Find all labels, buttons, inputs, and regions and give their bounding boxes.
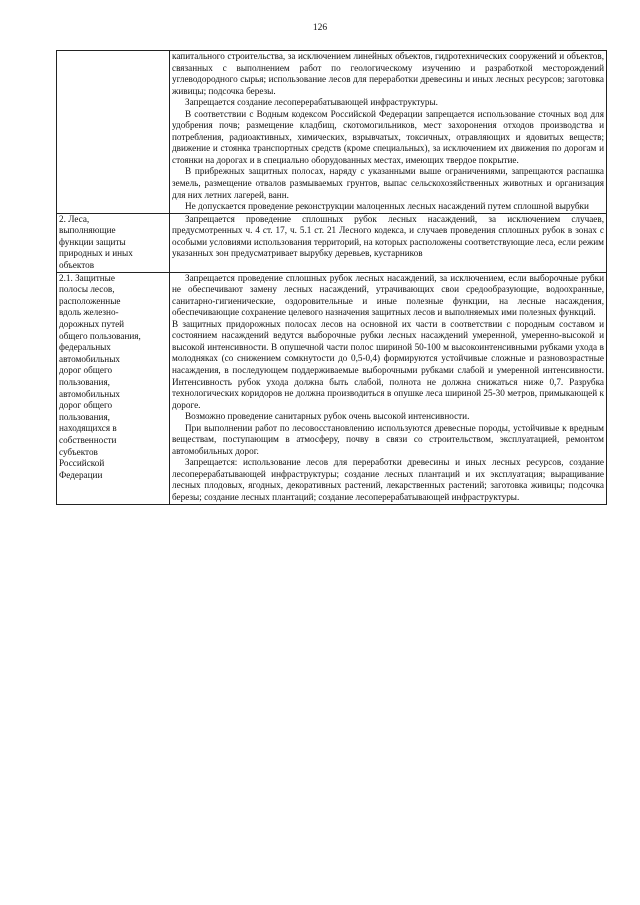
regime-paragraph: Не допускается проведение реконструкции малоценных лесных насаждений путем сплошной вырубки <box>185 201 589 212</box>
regime-cell <box>170 51 607 214</box>
forest-category-cell <box>57 213 170 272</box>
regime-paragraph: капитального строительства, за исключением линейных объектов, гидротехнических сооружений и объектов, связанных с выполнением работ по геологическому изучению и разработкой месторождений углеводородного сырья; использование лесов для переработки древесины и иных лесных ресурсов; заготовка живицы; подсочка березы. <box>172 51 604 96</box>
regime-paragraph: В прибрежных защитных полосах, наряду с указанными выше ограничениями, запрещаются распашка земель, размещение отвалов размываемых грунтов, выпас сельскохозяйственных животных и организация для них летних лагерей, ванн. <box>172 166 604 200</box>
regulation-table <box>56 50 607 505</box>
regime-cell <box>170 213 607 272</box>
category-line: общего пользования, <box>59 330 141 341</box>
forest-category-cell <box>57 51 170 214</box>
category-line: дорог общего <box>59 400 113 411</box>
category-line: природных и иных <box>59 248 133 259</box>
page-number: 126 <box>312 23 328 33</box>
category-line: объектов <box>59 260 95 271</box>
category-line: дорожных путей <box>59 319 125 329</box>
regime-paragraph: Запрещается создание лесоперерабатывающей инфраструктуры. <box>185 97 438 108</box>
forest-category-cell <box>57 272 170 504</box>
regime-paragraph: В защитных придорожных полосах лесов на основной их части в соответствии с породным составом и состоянием насаждений ведутся выборочные рубки лесных насаждений умеренной, умеренно-высокой и высокой интенсивности. В опушечной части полос шириной 50-100 м высокоинтенсивными рубками ухода в молодняках (со снижением сомкнутости до 0,5-0,4) формируются устойчивые сложные и разновозрастные насаждения, в последующем поддерживаемые выборочными рубками слабой и умеренной интенсивности. Интенсивность рубок ухода должна быть слабой, полнота не должна снижаться ниже 0,7. Разрубка технологических коридоров не должна производиться в опушке леса шириной 25-30 метров, примыкающей к дороге. <box>172 318 604 410</box>
regime-paragraph: При выполнении работ по лесовосстановлению используются древесные породы, устойчивые к вредным веществам, поступающим в атмосферу, почву в связи со строительством, эксплуатацией, ремонтом автомобильных дорог. <box>172 422 604 456</box>
category-line: собственности <box>59 434 117 445</box>
category-line: 2.1. Защитные <box>59 272 115 283</box>
category-line: автомобильных <box>59 353 120 364</box>
category-line: пользования, <box>59 411 110 422</box>
regime-paragraph: Запрещается проведение сплошных рубок лесных насаждений, за исключением случаев, предусмотренных ч. 4 ст. 17, ч. 5.1 ст. 21 Лесного кодекса, и случаев проведения сплошных рубок в зонах с особыми условиями использования территорий, на которых расположены соответствующие леса, если режим указанных зон предусматривает вырубку деревьев, кустарников <box>172 213 604 259</box>
category-line: дорог общего <box>59 365 113 376</box>
table-row <box>57 51 607 214</box>
regime-paragraph: В соответствии с Водным кодексом Российской Федерации запрещается использование сточных вод для удобрения почв; размещение кладбищ, скотомогильников, мест захоронения отходов производства и потребления, радиоактивных, химических, взрывчатых, токсичных, отравляющих и ядовитых веществ; движение и стоянка транспортных средств (кроме специальных), за исключением их движения по дорогам и стоянки на дорогах и в специально оборудованных местах, имеющих твердое покрытие. <box>172 108 604 165</box>
category-line: пользования, <box>59 376 110 387</box>
table-row <box>57 272 607 504</box>
regime-cell <box>170 272 607 504</box>
category-line: находящихся в <box>59 423 117 434</box>
category-line: федеральных <box>59 342 111 353</box>
category-line: расположенные <box>59 295 121 306</box>
category-line: Федерации <box>59 469 103 480</box>
regime-paragraph: Запрещается: использование лесов для переработки древесины и иных лесных ресурсов, создание лесоперерабатывающей инфраструктуры; создание лесных плантаций и их эксплуатация; выращивание лесных плодовых, ягодных, декоративных растений, лекарственных растений; заготовка живицы; подсочка березы; создание лесных плантаций; создание лесоперерабатывающей инфраструктуры. <box>172 457 604 503</box>
category-line: вдоль железно- <box>59 307 119 318</box>
category-line: Российской <box>59 458 105 469</box>
category-line: полосы лесов, <box>59 284 115 295</box>
regime-paragraph: Возможно проведение санитарных рубок очень высокой интенсивности. <box>185 411 470 422</box>
category-line: функции защиты <box>59 236 126 247</box>
category-line: выполняющие <box>59 225 116 236</box>
category-line: субъектов <box>59 446 98 457</box>
table-row <box>57 213 607 272</box>
regime-paragraph: Запрещается проведение сплошных рубок лесных насаждений, за исключением, если выборочные рубки не обеспечивают замену лесных насаждений, утрачивающих свои средообразующие, водоохранные, санитарно-гигиенические, оздоровительные и иные полезные функции, на лесные насаждения, обеспечивающие сохранение целевого назначения защитных лесов и выполняемых ими полезных функций. <box>172 272 604 318</box>
category-line: 2. Леса, <box>59 213 90 224</box>
category-line: автомобильных <box>59 388 120 399</box>
